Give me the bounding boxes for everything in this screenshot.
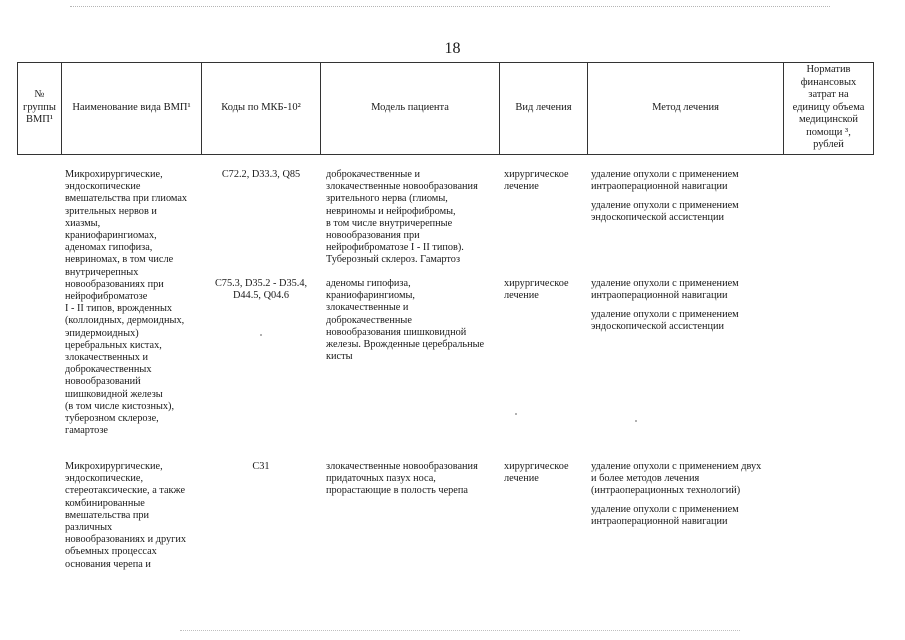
col-border [873, 62, 874, 154]
header-text: Модель пациента [371, 101, 449, 113]
header-bottom-border [17, 154, 874, 155]
text-line: и более методов лечения [591, 473, 700, 485]
text-line: удаление опухоли с применением [591, 200, 739, 211]
text-line: (коллоидных, дермоидных, [65, 315, 185, 327]
header-financial-norm [784, 62, 873, 154]
text-line: новообразованиях при [65, 278, 164, 290]
text-line: C31 [252, 461, 270, 472]
text-line: вмешательства при [65, 509, 150, 521]
scan-speck [260, 334, 262, 336]
text-line: хирургическое [504, 278, 569, 289]
header-text: Вид лечения [515, 101, 572, 113]
text-line: новообразования при [326, 230, 420, 242]
text-line: придаточных пазух носа, [326, 473, 436, 485]
text-line: Микрохирургические, [65, 169, 163, 180]
row-2-icd-codes [202, 461, 320, 473]
text-line: интраоперационной навигации [591, 290, 728, 302]
text-line: краниофарингиомы, [326, 290, 415, 302]
row-1a-icd-codes [202, 169, 320, 181]
text-line: аденомы гипофиза, [326, 278, 411, 289]
header-treatment-type [500, 62, 587, 154]
header-text-line: помощи ³, [806, 126, 851, 138]
text-line: туберозном склерозе, [65, 413, 159, 425]
text-line: новообразований [65, 376, 141, 388]
text-line: нейрофиброматозе [65, 291, 148, 303]
text-line: эндоскопические [65, 181, 141, 193]
text-line: в том числе внутричерепные [326, 217, 453, 229]
text-line: церебральных кистах, [65, 339, 162, 351]
text-line: эндоскопической ассистенции [591, 212, 724, 224]
text-line: доброкачественные [326, 314, 412, 326]
text-line: эндоскопические, [65, 473, 144, 485]
text-line: зрительных нервов и [65, 205, 157, 217]
text-line: (интраоперационных технологий) [591, 485, 741, 497]
header-text-line: группы [23, 101, 56, 113]
header-group-number [18, 62, 61, 154]
header-treatment-method [588, 62, 783, 154]
text-line: лечение [504, 290, 539, 302]
row-2-treatment-type [504, 461, 586, 485]
text-line: вмешательства при глиомах [65, 193, 188, 205]
text-line: хирургическое [504, 461, 569, 472]
text-line: кисты [326, 351, 353, 363]
text-line: объемных процессах [65, 546, 157, 558]
text-line: шишковидной железы [65, 388, 163, 400]
header-icd-codes [202, 62, 320, 154]
row-2-patient-model [326, 461, 498, 498]
header-text-line: единицу объема [792, 101, 865, 113]
text-line: невриномах, в том числе [65, 254, 174, 266]
row-1b-patient-model [326, 278, 498, 363]
text-line: D44.5, Q04.6 [232, 290, 290, 302]
text-line: удаление опухоли с применением [591, 278, 739, 289]
text-line: злокачественные новообразования [326, 461, 478, 472]
text-line: хирургическое [504, 169, 569, 180]
text-line: железы. Врожденные церебральные [326, 339, 485, 351]
text-line: прорастающие в полость черепа [326, 485, 468, 497]
text-line: эпидермоидных) [65, 327, 139, 339]
text-line: комбинированные [65, 497, 145, 509]
header-text-line: Норматив [806, 64, 851, 76]
row-1a-method-1 [591, 169, 783, 193]
row-1-vmp-name [65, 169, 201, 437]
row-1a-patient-model [326, 169, 498, 267]
text-line: основания черепа и [65, 558, 151, 570]
text-line: злокачественных и [65, 352, 148, 364]
text-line: удаление опухоли с применением [591, 309, 739, 320]
scan-top-rule [70, 6, 830, 7]
row-2-method-1 [591, 461, 783, 498]
text-line: злокачественные новообразования [326, 181, 478, 193]
text-line: краниофарингиомах, [65, 230, 157, 242]
text-line: невриномы и нейрофибромы, [326, 205, 456, 217]
scan-bottom-rule [180, 630, 740, 631]
header-text-line: затрат на [808, 89, 849, 101]
text-line: удаление опухоли с применением двух [591, 461, 762, 472]
text-line: новообразованиях и других [65, 534, 187, 546]
text-line: новообразования шишковидной [326, 326, 467, 338]
header-text-line: рублей [813, 139, 844, 151]
row-1b-method-1 [591, 278, 783, 302]
text-line: аденомах гипофиза, [65, 242, 153, 254]
scan-speck [515, 413, 517, 415]
text-line: интраоперационной навигации [591, 516, 728, 528]
text-line: зрительного нерва (глиомы, [326, 193, 448, 205]
row-1a-treatment-type [504, 169, 586, 193]
header-text-line: ВМП¹ [25, 114, 54, 126]
row-1b-treatment-type [504, 278, 586, 302]
row-1b-icd-codes [202, 278, 320, 302]
text-line: злокачественные и [326, 302, 409, 314]
text-line: удаление опухоли с применением [591, 504, 739, 515]
row-2-vmp-name [65, 461, 201, 571]
text-line: (в том числе кистозных), [65, 400, 175, 412]
text-line: нейрофиброматозе I - II типов). [326, 242, 464, 254]
scan-speck [635, 420, 637, 422]
text-line: C72.2, D33.3, Q85 [221, 169, 301, 180]
page-number: 18 [444, 40, 461, 57]
text-line: доброкачественные и [326, 169, 420, 180]
row-2-method-2 [591, 504, 783, 528]
text-line: интраоперационной навигации [591, 181, 728, 193]
header-text-line: медицинской [798, 114, 859, 126]
text-line: гамартозе [65, 425, 108, 437]
text-line: хиазмы, [65, 217, 101, 229]
text-line: Микрохирургические, [65, 461, 163, 472]
text-line: удаление опухоли с применением [591, 169, 739, 180]
text-line: лечение [504, 181, 539, 193]
header-vmp-name [62, 62, 201, 154]
header-text-line: финансовых [800, 76, 857, 88]
text-line: эндоскопической ассистенции [591, 321, 724, 333]
text-line: лечение [504, 473, 539, 485]
text-line: C75.3, D35.2 - D35.4, [214, 278, 308, 289]
row-1a-method-2 [591, 200, 783, 224]
row-1b-method-2 [591, 309, 783, 333]
text-line: различных [65, 522, 113, 534]
header-text: Наименование вида ВМП¹ [72, 101, 191, 113]
header-text: Метод лечения [652, 101, 719, 113]
text-line: доброкачественных [65, 364, 152, 376]
text-line: стереотаксические, а также [65, 485, 186, 497]
header-text: Коды по МКБ-10² [221, 101, 301, 113]
text-line: внутричерепных [65, 266, 139, 278]
text-line: Туберозный склероз. Гамартоз [326, 254, 461, 266]
text-line: I - II типов, врожденных [65, 303, 173, 315]
header-patient-model [321, 62, 499, 154]
header-text-line: № [34, 89, 45, 101]
